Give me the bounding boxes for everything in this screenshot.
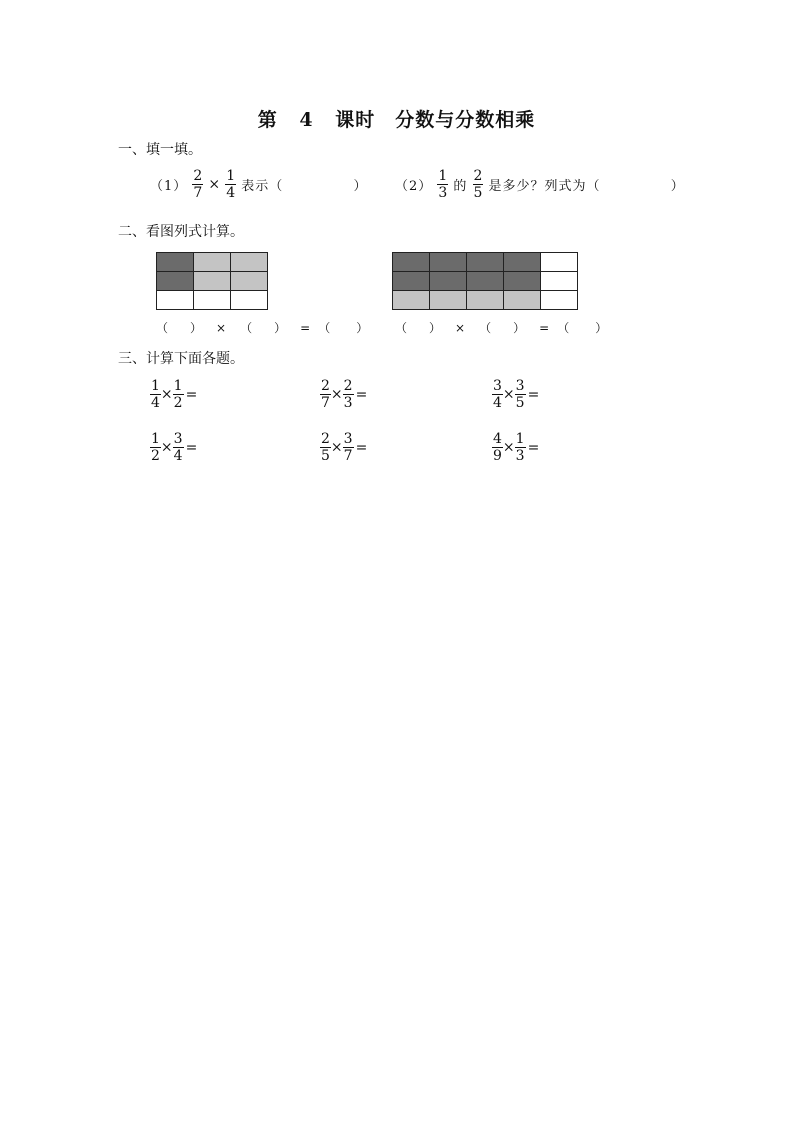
grid-cell-dark — [157, 272, 194, 291]
grid-row — [157, 253, 268, 272]
numerator: 1 — [151, 378, 160, 394]
denominator: 7 — [343, 448, 353, 464]
fraction — [173, 431, 184, 464]
grid-row — [393, 253, 578, 272]
denominator: 4 — [173, 448, 183, 464]
grid-row — [393, 272, 578, 291]
page-title: 第 4 课时 分数与分数相乘 — [257, 109, 536, 131]
fraction — [173, 378, 184, 411]
equation-token: ） — [274, 321, 287, 335]
denominator: 7 — [321, 395, 330, 411]
numerator: 2 — [321, 431, 330, 447]
q2-label: （2） — [395, 179, 433, 194]
grid-cell-dark — [467, 272, 504, 291]
equals-sign: = — [185, 386, 198, 403]
equation-line-left — [156, 319, 368, 336]
numerator: 1 — [151, 431, 160, 447]
numerator: 3 — [343, 431, 353, 447]
grid-cell-white — [231, 291, 268, 310]
numerator: 1 — [173, 378, 183, 394]
fraction — [320, 378, 331, 411]
question-2 — [395, 168, 685, 201]
q2-fraction-b — [473, 168, 484, 201]
equation-token: ） — [356, 321, 369, 335]
denominator: 4 — [226, 185, 236, 201]
fraction — [515, 378, 526, 411]
fraction-grid-left — [156, 252, 268, 310]
grid-cell-light — [393, 291, 430, 310]
equation-token: （ — [156, 321, 169, 335]
times-sign: × — [330, 439, 343, 456]
equation-token: × — [455, 321, 466, 335]
grid-cell-dark — [504, 272, 541, 291]
numerator: 2 — [473, 168, 483, 184]
numerator: 1 — [438, 168, 448, 184]
denominator: 3 — [343, 395, 353, 411]
numerator: 3 — [173, 431, 183, 447]
denominator: 5 — [473, 185, 483, 201]
equation-token: = — [539, 321, 550, 335]
grid-cell-light — [194, 253, 231, 272]
denominator: 4 — [493, 395, 502, 411]
denominator: 4 — [151, 395, 160, 411]
problem-1 — [150, 378, 197, 411]
q2-close-paren: ） — [670, 179, 685, 194]
q1-label: （1） — [150, 179, 188, 194]
grid-cell-white — [541, 253, 578, 272]
times-sign: × — [208, 176, 221, 193]
denominator: 2 — [173, 395, 183, 411]
grid-cell-light — [430, 291, 467, 310]
problem-5 — [320, 431, 367, 464]
numerator: 1 — [515, 431, 525, 447]
fraction — [492, 378, 503, 411]
equation-token: （ — [318, 321, 331, 335]
grid-cell-dark — [157, 253, 194, 272]
grid-cell-dark — [393, 272, 430, 291]
times-sign: × — [330, 386, 343, 403]
equation-token: = — [300, 321, 311, 335]
times-sign: × — [502, 439, 515, 456]
grid-cell-light — [231, 272, 268, 291]
denominator: 3 — [515, 448, 525, 464]
problem-2 — [320, 378, 367, 411]
grid-cell-light — [231, 253, 268, 272]
numerator: 2 — [321, 378, 330, 394]
equation-line-right — [395, 319, 607, 336]
denominator: 9 — [493, 448, 502, 464]
fraction — [515, 431, 526, 464]
equation-token: × — [216, 321, 227, 335]
grid-cell-white — [157, 291, 194, 310]
grid-cell-light — [194, 272, 231, 291]
problem-6 — [492, 431, 539, 464]
grid-row — [157, 272, 268, 291]
grid-cell-light — [467, 291, 504, 310]
numerator: 3 — [493, 378, 502, 394]
equation-token: （ — [479, 321, 492, 335]
grid-cell-dark — [430, 272, 467, 291]
q2-fraction-a — [437, 168, 448, 201]
fraction — [150, 431, 161, 464]
grid-row — [157, 291, 268, 310]
denominator: 3 — [438, 185, 448, 201]
times-sign: × — [160, 439, 173, 456]
grid-cell-dark — [467, 253, 504, 272]
problem-3 — [492, 378, 539, 411]
problem-4 — [150, 431, 197, 464]
question-1 — [150, 168, 367, 201]
equation-token: （ — [395, 321, 408, 335]
equals-sign: = — [185, 439, 198, 456]
q1-fraction-b — [225, 168, 236, 201]
equation-token: ） — [429, 321, 442, 335]
numerator: 4 — [493, 431, 502, 447]
q1-fraction-a — [192, 168, 203, 201]
section-3-heading: 三、计算下面各题。 — [118, 351, 244, 367]
denominator: 5 — [515, 395, 525, 411]
q1-close-paren: ） — [353, 179, 368, 194]
section-2-heading: 二、看图列式计算。 — [118, 224, 244, 240]
q2-of: 的 — [453, 179, 468, 194]
grid-cell-light — [504, 291, 541, 310]
section-1-heading: 一、填一填。 — [118, 142, 202, 158]
grid-cell-white — [194, 291, 231, 310]
numerator: 2 — [343, 378, 353, 394]
equation-token: ） — [595, 321, 608, 335]
grid-row — [393, 291, 578, 310]
grid-cell-white — [541, 272, 578, 291]
fraction — [492, 431, 503, 464]
equals-sign: = — [355, 386, 368, 403]
times-sign: × — [160, 386, 173, 403]
grid-cell-dark — [430, 253, 467, 272]
fraction — [343, 431, 354, 464]
equals-sign: = — [527, 386, 540, 403]
numerator: 2 — [193, 168, 203, 184]
denominator: 5 — [321, 448, 330, 464]
q2-text: 是多少？列式为（ — [488, 179, 601, 194]
equation-token: ） — [190, 321, 203, 335]
q1-text: 表示（ — [241, 179, 284, 194]
equals-sign: = — [355, 439, 368, 456]
equals-sign: = — [527, 439, 540, 456]
numerator: 1 — [226, 168, 236, 184]
times-sign: × — [502, 386, 515, 403]
grid-cell-dark — [393, 253, 430, 272]
denominator: 7 — [193, 185, 203, 201]
equation-token: （ — [557, 321, 570, 335]
fraction-grid-right — [392, 252, 578, 310]
fraction — [150, 378, 161, 411]
numerator: 3 — [515, 378, 525, 394]
denominator: 2 — [151, 448, 160, 464]
grid-cell-dark — [504, 253, 541, 272]
equation-token: （ — [240, 321, 253, 335]
equation-token: ） — [513, 321, 526, 335]
fraction — [343, 378, 354, 411]
grid-cell-white — [541, 291, 578, 310]
fraction — [320, 431, 331, 464]
